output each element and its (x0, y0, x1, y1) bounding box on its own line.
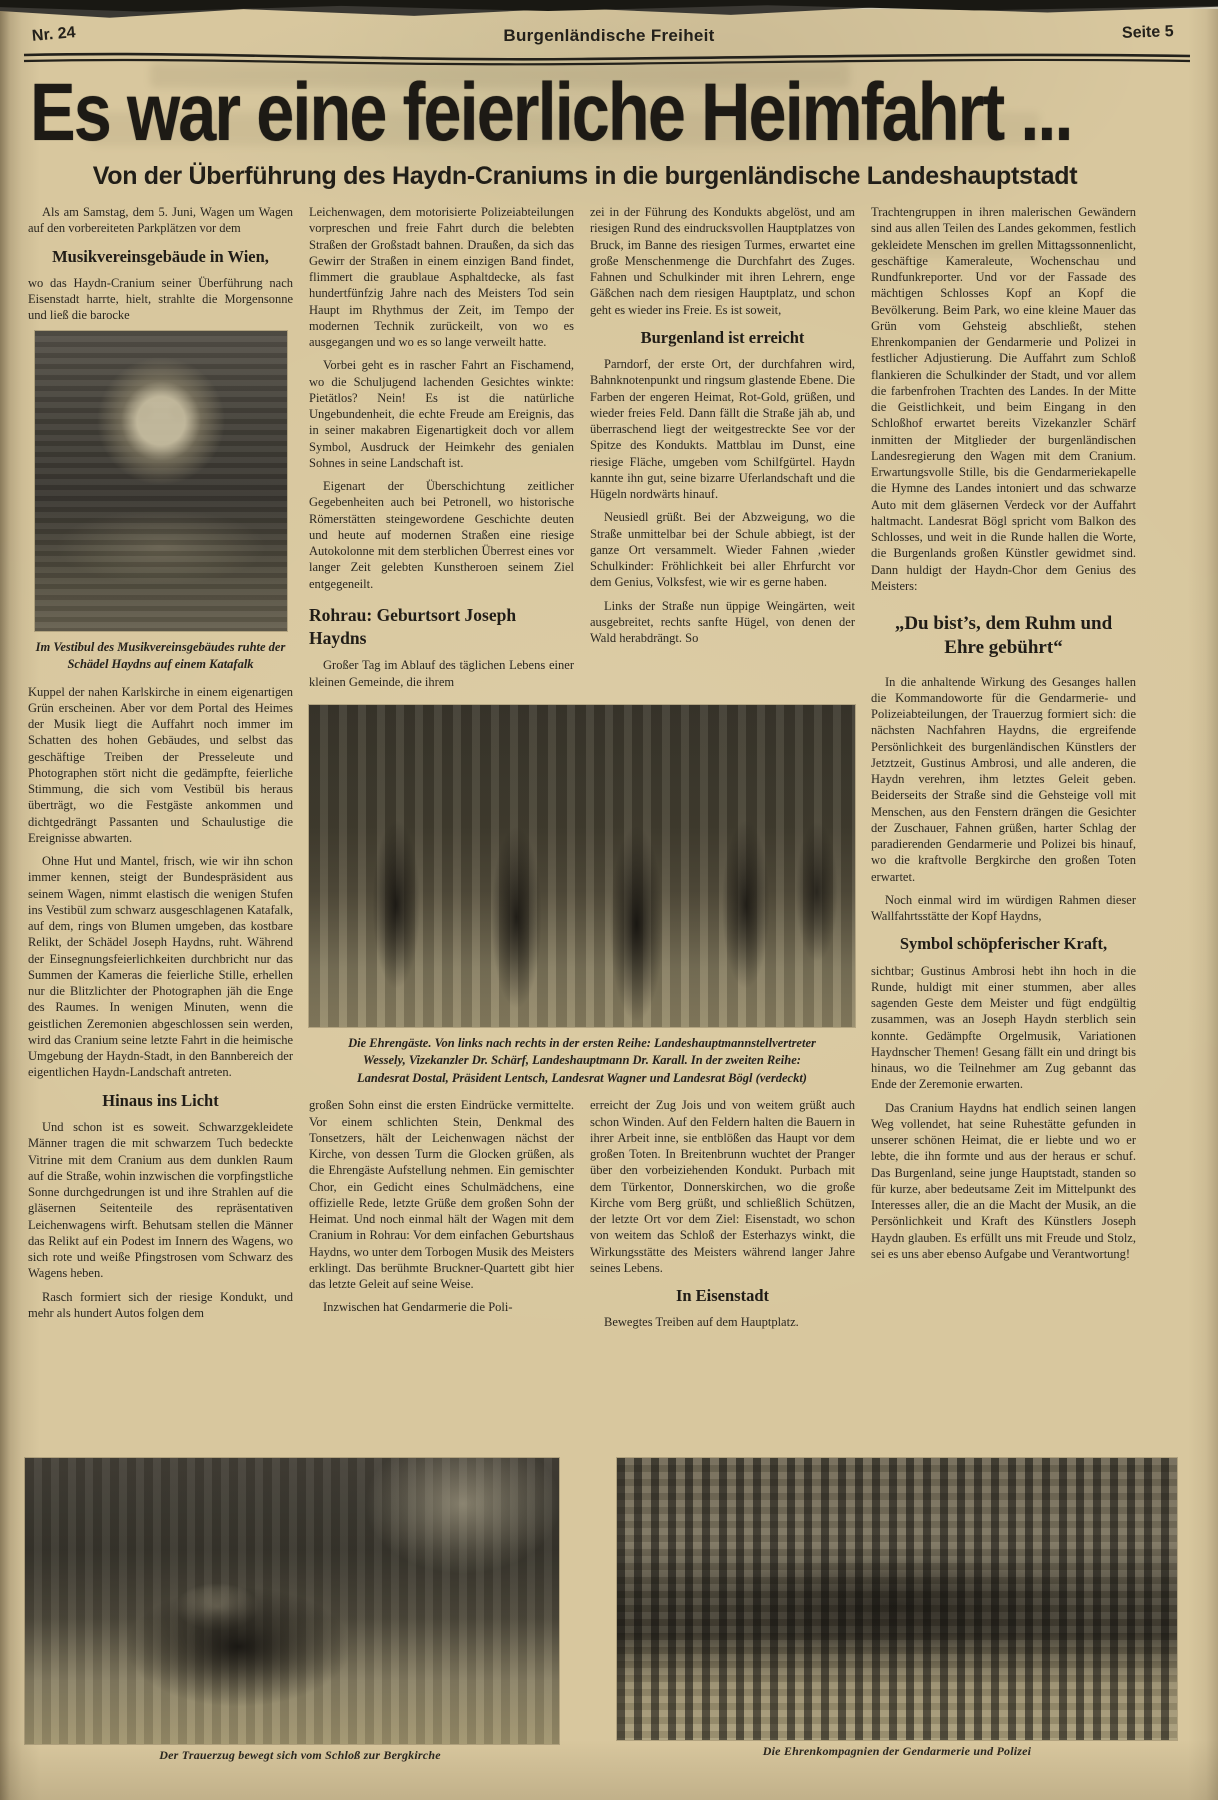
photo-caption: Im Vestibul des Musikvereinsgebäudes ruhte der Schädel Haydns auf einem Katafalk (35, 639, 286, 672)
article-paragraph: Kuppel der nahen Karlskirche in einem eigenartigen Grün erscheinen. Aber vor dem Portal des Heimes der Musik liegt die Auffahrt noch immer im Schatten des hohen Gebäudes, und selbst das geschäftige Treiben der Presseleute und Photographen stört nicht die gedämpfte, feierliche Stimmung, die sich vom Vestibül bis heraus überträgt, wo die Festgäste ankommen und dichtgedrängt Passanten und Schaulustige die Ereignisse abwarten. (28, 684, 293, 845)
honor-companies-photo (617, 1458, 1177, 1740)
article-paragraph: Ohne Hut und Mantel, frisch, wie wir ihn schon immer kennen, steigt der Bundespräsident aus seinem Wagen, nimmt elastisch die wenigen Stufen ins Vestibül zum schwarz ausgeschlagenen Katafalk, auf dem, rings von Blumen umgeben, das kostbare Relikt, der Schädel Joseph Haydns, ruht. Während der Einsegnungsfeierlichkeiten durchbricht nur das Summen der Kameras die feierliche Stille, erhellen nur die Blitzlichter der Photographen jäh die Enge des Raumes. In wenigen Minuten, wenn die geistlichen Zeremonien abgeschlossen sein werden, wird das Cranium seine letzte Fahrt in die heimische Umgebung der Haydn-Stadt, in den Bannbereich der eigentlichen Haydn-Landschaft antreten. (28, 854, 293, 1080)
article-paragraph: In die anhaltende Wirkung des Gesanges hallen die Kommandoworte für die Gendarmerie- und Polizeiabteilungen, der Trauerzug formiert sich: die nächsten Nachfahren Haydns, die ergreifende Persönlichkeit des burgenländischen Künstlers der Jetztzeit, Gustinus Ambrosi, und alle anderen, die Haydn verehren, ihm letztes Geleit geben. Beiderseits der Straße sind die Gehsteige voll mit Menschen, aus den Fenstern drängen die Gesichter der Zuschauer, Fahnen grüßen, harter Schlag der paradierenden Gendarmerie und Polizei bis hinauf, wo die kraftvolle Bergkirche den großen Toten erwartet. (871, 674, 1136, 884)
article-paragraph: Inzwischen hat Gendarmerie die Poli- (323, 1300, 513, 1315)
skull-katafalk-photo (35, 331, 287, 631)
article-paragraph: Parndorf, der erste Ort, der durchfahren wird, Bahnknotenpunkt und ringsum glastende Ebene. Die Farben der engeren Heimat, Rot-Gold, grüßen, und wieder freies Feld. Dann fällt die Straße jäh ab, und überraschend liegt der weitgestreckte See vor der Spitze des Kondukts. Mattblau im Dunst, eine riesige Fläche, umgeben vom Schilfgürtel. Haydn kannte ihn gut, seine bizarre Uferlandschaft und die Hügeln nordwärts hinauf. (590, 357, 855, 502)
section-heading: Musikvereinsgebäude in Wien, (52, 246, 269, 266)
column-3-top (590, 204, 855, 697)
article-body (28, 204, 1138, 1452)
article-paragraph: Bewegtes Treiben auf dem Hauptplatz. (604, 1315, 799, 1330)
column-2-bottom (309, 1097, 574, 1452)
column-2-top (309, 204, 574, 697)
column-3-bottom (590, 1097, 855, 1452)
section-heading: Symbol schöpferischer Kraft, (899, 934, 1108, 954)
article-paragraph: erreicht der Zug Jois und von weitem grüßt auch schon Winden. Auf den Feldern halten die Bauern in ihrer Arbeit inne, sie entblößen das Haupt vor dem großen Toten. In Breitenbrunn wuchtet der Pranger über den vorbeiziehenden Kondukt. Purbach mit dem Türkentor, Donnerskirchen, wo die große Kirche vom Berg grüßt, und schließlich Schützen, der letzte Ort vor dem Ziel: Eisenstadt, wo schon von weitem das Schloß der Esterhazys winkt, die Wirkungsstätte des Meisters während langer Jahre seines Lebens. (590, 1098, 855, 1275)
article-paragraph: großen Sohn einst die ersten Eindrücke vermittelte. Vor einem schlichten Stein, Denkmal des Tonsetzers, hält der Leichenwagen nächst der Kirche, von dessen Turm die Glocken grüßen, als die Ehrengäste Aufstellung nehmen. Ein gemischter Chor, ein Gedicht eines Schulmädchens, eine offizielle Rede, letzte Grüße dem großen Sohn der Heimat. Und noch einmal hält der Wagen mit dem Cranium in Rohrau: Vor dem einfachen Geburtshaus Haydns, wo unter dem Torbogen Musik des Meisters erklingt. Das berühmte Bruckner-Quartett gibt hier das letzte Geleit auf seine Weise. (309, 1098, 574, 1291)
honor-guests-photo (309, 705, 855, 1027)
photo-caption: Die Ehrengäste. Von links nach rechts in der ersten Reihe: Landeshauptmannstellvertreter Wessely, Vizekanzler Dr. Schärf, Landeshauptmann Dr. Karall. In der zweiten Reihe: Landesrat Dostal, Präsident Lentsch, Landesrat Wagner und Landesrat Bögl (verdeckt) (348, 1035, 816, 1085)
section-heading: In Eisenstadt (675, 1286, 770, 1305)
article-paragraph: Und schon ist es soweit. Schwarzgekleidete Männer tragen die mit schwarzem Tuch bedeckte Vitrine mit dem Cranium aus dem dunklen Raum auf die Straße, wohin inzwischen die vorpfingstliche Sonne durchgedrungen ist und ihre Strahlen auf die gläsernen Seitenteile des repräsentativen Leichenwagens wirft. Behutsam stellen die Männer das Relikt auf ein Podest im Innern des Wagens, wo sich rote und weiße Pfingstrosen vom Schwarz des Wagens heben. (28, 1120, 293, 1281)
article-paragraph: sichtbar; Gustinus Ambrosi hebt ihn hoch in die Runde, huldigt mit einer stummen, aber alles sagenden Geste dem Meister und fügt endgültig zusammen, was an Joseph Haydn sterblich sein konnte. Gedämpfte Orgelmusik, Variationen Haydnscher Themen! Gesang fällt ein und dringt bis hinaus, wo die Teilnehmer am Zug gebannt das Ende der Zeremonie erwarten. (871, 963, 1136, 1092)
headline-subtitle: Von der Überführung des Haydn-Craniums in die burgenländische Landeshauptstadt (92, 162, 1078, 190)
article-paragraph: Links der Straße nun üppige Weingärten, weit ausgebreitet, rechts sanfte Hügel, von denen der Wald herabdrängt. So (590, 598, 855, 646)
article-paragraph: Vorbei geht es in rascher Fahrt an Fischamend, wo die Schuljugend lachenden Gesichtes winkte: Pietätlos? Nein! Es ist die natürliche Ungebundenheit, die echte Freude am Ereignis, das in seiner makabren Eigenartigkeit doch vor allem Symbol, Ausdruck der Heimkehr des genialen Sohnes in seine Landschaft ist. (309, 358, 574, 470)
honor-guests-figure (309, 697, 855, 1098)
section-heading: Burgenland ist erreicht (640, 327, 805, 347)
article-paragraph: zei in der Führung des Kondukts abgelöst, und am riesigen Rund des eindrucksvollen Hauptplatzes von Bruck, im Banne des riesigen Turmes, erwartet eine große Menschenmenge die Durchfahrt des Zuges. Fahnen und Schulkinder mit ihren Lehrern, enge Gäßchen nach dem riesigen Hauptplatz, und schon geht es wieder ins Freie. Es ist soweit, (590, 205, 855, 317)
article-paragraph: Eigenart der Überschichtung zeitlicher Gegebenheiten auch bei Petronell, wo historische Römerstätten steingewordene Geschichte deuten und heute auf modernen Straßen eine riesige Autokolonne mit dem sterblichen Überrest eines vor langer Zeit gelebten Kunstheroen seinem Ziel entgegeneilt. (309, 479, 574, 591)
article-paragraph: Das Cranium Haydns hat endlich seinen langen Weg vollendet, hat seine Ruhestätte gefunden in unserer schönen Heimat, die er liebte und wo er lebte, die ihn formte und aus der heraus er schuf. Das Burgenland, seine junge Hauptstadt, standen so für kurze, aber bedeutsame Zeit im Mittelpunkt des Interesses aller, die an die Macht der Musik, an die Persönlichkeit und Kraft des Künstlers Joseph Haydn glauben. Es erfüllt uns mit Freude und Stolz, sei es uns aber ebenso Aufgabe und Verantwortung! (871, 1100, 1136, 1261)
paper-title: Burgenländische Freiheit (503, 26, 715, 45)
page-number: Seite 5 (1122, 23, 1175, 42)
photo-caption: Der Trauerzug bewegt sich vom Schloß zur Bergkirche (159, 1748, 441, 1762)
masthead (0, 23, 1218, 50)
article-paragraph: Als am Samstag, dem 5. Juni, Wagen um Wagen auf den vorbereiteten Parkplätzen vor dem (28, 205, 293, 236)
photo-caption: Die Ehrenkompagnien der Gendarmerie und Polizei (762, 1744, 1032, 1758)
headline: Es war eine feierliche Heimfahrt ... (30, 67, 1072, 159)
column-1 (28, 204, 293, 1452)
issue-number: Nr. 24 (31, 24, 77, 45)
article-paragraph: Großer Tag im Ablauf des täglichen Lebens einer kleinen Gemeinde, die ihrem (309, 658, 574, 689)
section-heading: Rohrau: Geburtsort Joseph Haydns (309, 604, 517, 648)
article-paragraph: Rasch formiert sich der riesige Kondukt, und mehr als hundert Autos folgen dem (28, 1289, 293, 1320)
article-paragraph: Leichenwagen, dem motorisierte Polizeiabteilungen vorpreschen und freie Fahrt durch die belebten Straßen der Großstadt bahnen. Draußen, da sich das Gewirr der Straßen in einem einzigen Band findet, flimmert die graublaue Asphaltdecke, als fast hundertfünfzig Jahre nach des Meisters Tod sein Haupt im Rhythmus der Zeit, im Tempo der modernen Technik zurückeilt, von wo es ausgegangen und wo es so lange verweilt hatte. (309, 205, 574, 349)
bottom-photo-section (25, 1458, 1177, 1762)
section-heading: „Du bist’s, dem Ruhm und Ehre gebührt“ (894, 613, 1113, 658)
article-paragraph: Noch einmal wird im würdigen Rahmen dieser Wallfahrtsstätte der Kopf Haydns, (871, 892, 1136, 923)
article-paragraph: Trachtengruppen in ihren malerischen Gewändern sind aus allen Teilen des Landes gekommen, festlich gekleidete Menschen im grellen Mittagssonnenlicht, geschäftige Kameraleute, Wochenschau und Rundfunkreporter. Und vor der Fassade des mächtigen Schlosses Kopf an Kopf die Bevölkerung. Beim Park, wo eine kleine Mauer das Grün vom Gehsteig abschließt, stehen Ehrenkompanien der Gendarmerie und Polizei in festlicher Adjustierung. Die Auffahrt zum Schloß flankieren die Schulkinder der Stadt, und vor allem die farbenfrohen Trachten des Landes. In der Mitte die Geistlichkeit, und beim Eingang in den Schloßhof erwartet bereits Vizekanzler Schärf inmitten der Mitglieder der burgenländischen Landesregierung den Wagen mit dem Cranium. Erwartungsvolle Stille, bis die Gendarmeriekapelle die Hymne des Landes intoniert und das schwarze Auto mit dem gläsernen Verdeck vor der Auffahrt haltmacht. Landesrat Bögl spricht vom Balkon des Schlosses, und weit in die Runde hallen die Worte, die Burgenlands großen Künstler gewidmet sind. Dann huldigt der Haydn-Chor dem Genius des Meisters: (871, 205, 1136, 593)
article-paragraph: wo das Haydn-Cranium seiner Überführung nach Eisenstadt harrte, hielt, strahlte die Morgensonne und ließ die barocke (28, 275, 293, 323)
double-rule (22, 50, 1194, 66)
article-paragraph: Neusiedl grüßt. Bei der Abzweigung, wo die Straße unmittelbar bei der Schule abbiegt, ist der ganze Ort versammelt. Wieder Fahnen ,wieder Schulkinder: Fröhlichkeit bei aller Ehrfurcht vor dem Genius, Volksfest, wie wir es gerne haben. (590, 510, 855, 590)
funeral-procession-photo (25, 1458, 559, 1744)
section-heading: Hinaus ins Licht (102, 1090, 219, 1110)
column-4 (871, 204, 1136, 1452)
